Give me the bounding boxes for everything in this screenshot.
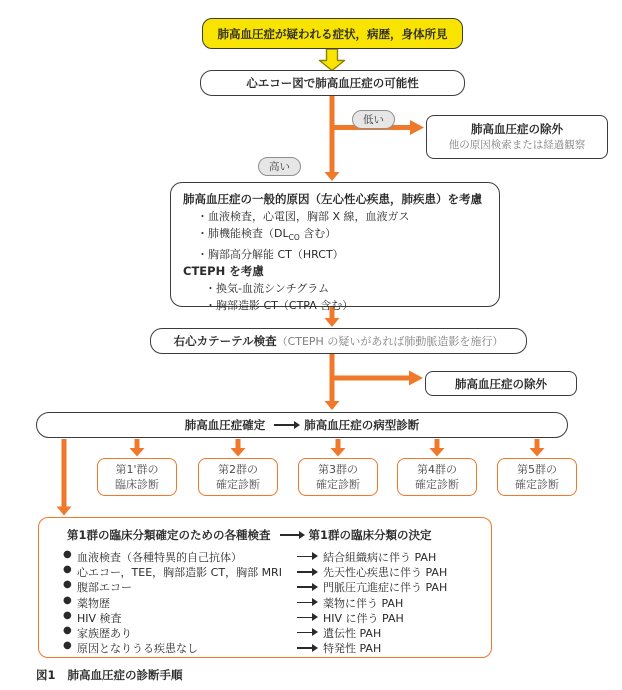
- group-box-3: [298, 458, 378, 496]
- echo-box: [200, 70, 465, 96]
- bullet-icon: ●: [63, 579, 72, 591]
- dlco-subscript: CO: [288, 233, 300, 243]
- right-arrow-icon: [297, 632, 313, 633]
- panel-header-right: 第1群の臨床分類の決定: [308, 528, 432, 542]
- arrowhead-group1-icon: [130, 448, 145, 457]
- row-test: 原因となりうる疾患なし: [77, 642, 198, 656]
- bullet-icon: ●: [63, 549, 72, 560]
- right-arrow-icon: [297, 617, 313, 618]
- panel-header: [67, 527, 491, 543]
- rhc-note: （CTEPH の疑いがあれば肺動脈造影を施行）: [276, 335, 504, 348]
- causes-item-blood: ・血液検査，心電図，胸部 X 線，血液ガス: [197, 210, 410, 223]
- arrowhead-to-rhc-icon: [325, 318, 340, 327]
- panel-row: [39, 610, 491, 625]
- arrowhead-to-exclusion2-icon: [409, 371, 423, 386]
- figure-caption: [36, 667, 183, 683]
- exclusion-box-1: [426, 115, 608, 159]
- group1-line2: 臨床診断: [115, 478, 159, 491]
- confirm-box: [36, 412, 568, 438]
- row-result: 遺伝性 PAH: [323, 626, 382, 640]
- panel-row: [39, 625, 491, 640]
- arrowhead-to-panel-icon: [57, 507, 72, 516]
- exclusion-box-2: [425, 371, 577, 396]
- arrowhead-group2-icon: [231, 448, 246, 457]
- row-test: 心エコー，TEE，胸部造影 CT，胸部 MRI: [77, 566, 282, 580]
- bullet-icon: ●: [63, 640, 72, 652]
- arrowhead-group5-icon: [530, 448, 545, 457]
- group-box-4: [397, 458, 477, 496]
- row-result: 結合組織病に伴う PAH: [323, 551, 437, 564]
- row-test: 腹部エコー: [77, 581, 132, 595]
- group-box-2: [198, 458, 278, 496]
- exclusion1-subtitle: 他の原因検索または経過観察: [448, 138, 586, 151]
- row-result: 特発性 PAH: [323, 642, 382, 656]
- group1-workup-panel: [38, 517, 492, 658]
- group-box-5: [497, 458, 577, 496]
- figure-number: 図1: [36, 668, 56, 682]
- start-box: [202, 18, 463, 49]
- row-result: 門脈圧亢進症に伴う PAH: [323, 581, 448, 595]
- cteph-title: CTEPH を考慮: [183, 264, 264, 279]
- panel-row: [39, 640, 491, 655]
- arrowhead-to-causes-icon: [325, 172, 340, 181]
- right-arrow-icon: [297, 602, 313, 603]
- right-arrow-icon: [297, 586, 313, 587]
- group-box-1prime: [97, 458, 177, 496]
- confirm-right-label: 肺高血圧症の病型診断: [304, 418, 420, 432]
- low-probability-pill: [352, 110, 395, 129]
- row-test: 血液検査（各種特異的自己抗体）: [77, 551, 242, 564]
- bullet-icon: ●: [63, 624, 72, 636]
- row-result: 薬物に伴う PAH: [323, 596, 404, 610]
- right-arrow-icon: [274, 424, 295, 425]
- bullet-icon: ●: [63, 594, 72, 606]
- right-arrow-icon: [297, 647, 313, 648]
- row-result: 先天性心疾患に伴う PAH: [323, 566, 448, 580]
- rhc-box: [150, 328, 527, 354]
- right-arrow-icon: [297, 556, 313, 557]
- panel-header-left: 第1群の臨床分類確定のための各種検査: [67, 528, 271, 542]
- cteph-item-scintigram: ・換気-血流シンチグラム: [205, 282, 330, 296]
- arrowhead-to-confirm-icon: [325, 401, 340, 410]
- group1-line1: 第1'群の: [115, 463, 159, 476]
- exclusion1-title: 肺高血圧症の除外: [471, 122, 563, 137]
- echo-label: 心エコー図で肺高血圧症の可能性: [246, 76, 419, 90]
- bullet-icon: ●: [63, 564, 72, 576]
- exclusion2-title: 肺高血圧症の除外: [455, 376, 547, 391]
- row-result: HIV に伴う PAH: [323, 611, 404, 625]
- general-causes-box: [170, 182, 500, 313]
- group3-line2: 確定診断: [316, 478, 360, 491]
- causes-title: 肺高血圧症の一般的原因（左心性心疾患，肺疾患）を考慮: [183, 192, 482, 206]
- row-test: 家族歴あり: [77, 626, 132, 640]
- causes-item-hrct: ・胸部高分解能 CT（HRCT）: [197, 248, 344, 262]
- start-label: 肺高血圧症が疑われる症状，病歴，身体所見: [217, 26, 448, 41]
- group3-line1: 第3群の: [318, 463, 358, 476]
- causes-item-lung-function: ・肺機能検査（$DL_{CO}$ 含む）: [197, 227, 337, 243]
- bullet-icon: ●: [63, 609, 72, 621]
- arrowhead-group3-icon: [331, 448, 346, 457]
- panel-row: [39, 579, 491, 594]
- down-block-arrow-icon: [320, 49, 345, 71]
- group2-line1: 第2群の: [218, 463, 258, 476]
- high-label: 高い: [269, 161, 290, 173]
- panel-row: [39, 564, 491, 579]
- row-test: 薬物歴: [77, 596, 110, 610]
- confirm-left-label: 肺高血圧症確定: [184, 418, 266, 432]
- high-probability-pill: [258, 157, 301, 176]
- right-arrow-icon: [297, 571, 313, 572]
- panel-row: [39, 549, 491, 564]
- panel-rows: [39, 549, 491, 655]
- group4-line2: 確定診断: [415, 478, 459, 491]
- group5-line1: 第5群の: [517, 463, 557, 476]
- group5-line2: 確定診断: [515, 478, 559, 491]
- arrowhead-group4-icon: [430, 448, 445, 457]
- panel-row: [39, 595, 491, 610]
- row-test: HIV 検査: [77, 611, 122, 625]
- cteph-item-ctpa: ・胸部造影 CT（CTPA 含む）: [205, 299, 354, 313]
- arrowhead-to-exclusion1-icon: [410, 120, 424, 135]
- rhc-title: 右心カテーテル検査: [173, 334, 277, 348]
- figure-title: 肺高血圧症の診断手順: [67, 668, 183, 682]
- right-arrow-icon: [280, 534, 300, 535]
- group2-line2: 確定診断: [216, 478, 260, 491]
- low-label: 低い: [363, 114, 384, 126]
- group4-line1: 第4群の: [417, 463, 457, 476]
